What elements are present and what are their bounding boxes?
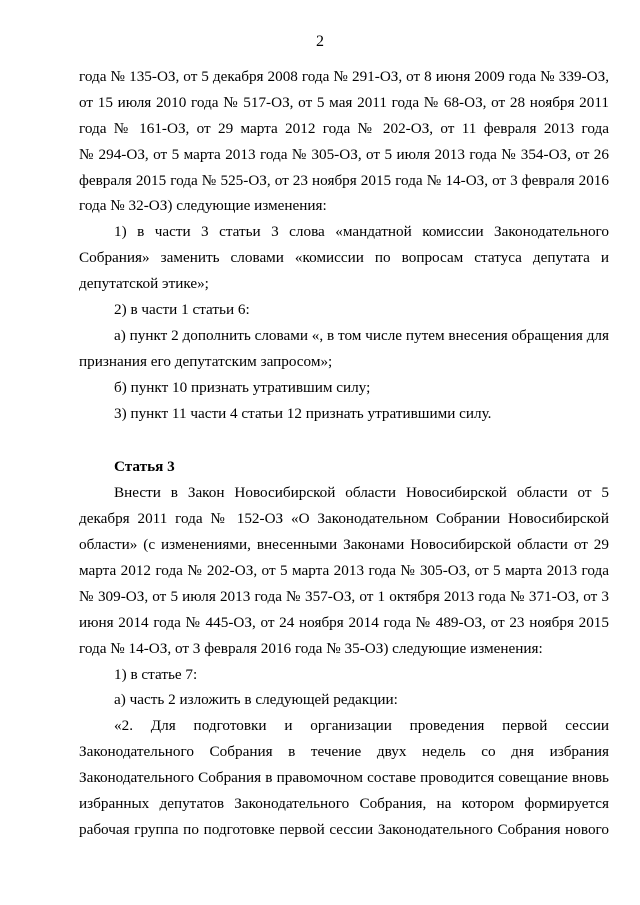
text-line: рабочая группа по подготовке первой сессии Законодательного Собрания нового (79, 820, 609, 838)
text-line: области» (с изменениями, внесенными Законами Новосибирской области от 29 (79, 536, 609, 554)
text-line: декабря 2011 года № 152-ОЗ «О Законодательном Собрании Новосибирской (79, 510, 609, 528)
text-line: от 15 июля 2010 года № 517-ОЗ, от 5 мая 2011 года № 68-ОЗ, от 28 ноября 2011 (79, 93, 609, 111)
document-body (79, 64, 609, 843)
text-line: а) часть 2 изложить в следующей редакции: (114, 691, 398, 709)
text-line: марта 2012 года № 202-ОЗ, от 5 марта 2013 года № 305-ОЗ, от 5 марта 2013 года (79, 562, 609, 580)
text-line: а) пункт 2 дополнить словами «, в том числе путем внесения обращения для (114, 326, 609, 344)
text-line: года № 14-ОЗ, от 3 февраля 2016 года № 35-ОЗ) следующие изменения: (79, 639, 543, 657)
text-line: № 294-ОЗ, от 5 марта 2013 года № 305-ОЗ, от 5 июля 2013 года № 354-ОЗ, от 26 (79, 145, 609, 163)
text-line: № 309-ОЗ, от 5 июля 2013 года № 357-ОЗ, от 1 октября 2013 года № 371-ОЗ, от 3 (79, 587, 609, 605)
text-line: Собрания» заменить словами «комиссии по вопросам статуса депутата и (79, 249, 609, 267)
text-line: года № 135-ОЗ, от 5 декабря 2008 года № 291-ОЗ, от 8 июня 2009 года № 339-ОЗ, (79, 68, 609, 85)
text-line: Законодательного Собрания в течение двух недель со дня избрания (79, 743, 609, 761)
text-line: 2) в части 1 статьи 6: (114, 301, 250, 319)
text-line: Законодательного Собрания в правомочном составе проводится совещание вновь (79, 769, 609, 787)
text-line: 1) в части 3 статьи 3 слова «мандатной комиссии Законодательного (114, 223, 609, 241)
text-line: Внести в Закон Новосибирской области Новосибирской области от 5 (114, 484, 609, 502)
text-line: февраля 2015 года № 525-ОЗ, от 23 ноября 2015 года № 14-ОЗ, от 3 февраля 2016 (79, 171, 609, 189)
text-line: года № 32-ОЗ) следующие изменения: (79, 197, 327, 215)
article-heading: Статья 3 (114, 458, 175, 476)
text-line: 1) в статье 7: (114, 665, 198, 683)
text-line: «2. Для подготовки и организации проведения первой сессии (114, 717, 609, 735)
text-line: года № 161-ОЗ, от 29 марта 2012 года № 202-ОЗ, от 11 февраля 2013 года (79, 119, 609, 137)
page-number: 2 (316, 33, 324, 50)
text-line: избранных депутатов Законодательного Собрания, на котором формируется (79, 795, 609, 813)
text-line: депутатской этике»; (79, 275, 209, 293)
text-line: июня 2014 года № 445-ОЗ, от 24 ноября 2014 года № 489-ОЗ, от 23 ноября 2015 (79, 613, 609, 631)
text-line: признания его депутатским запросом»; (79, 352, 333, 370)
text-line: б) пункт 10 признать утратившим силу; (114, 378, 371, 396)
section-gap (79, 426, 609, 454)
text-line: 3) пункт 11 части 4 статьи 12 признать утратившими силу. (114, 404, 492, 422)
